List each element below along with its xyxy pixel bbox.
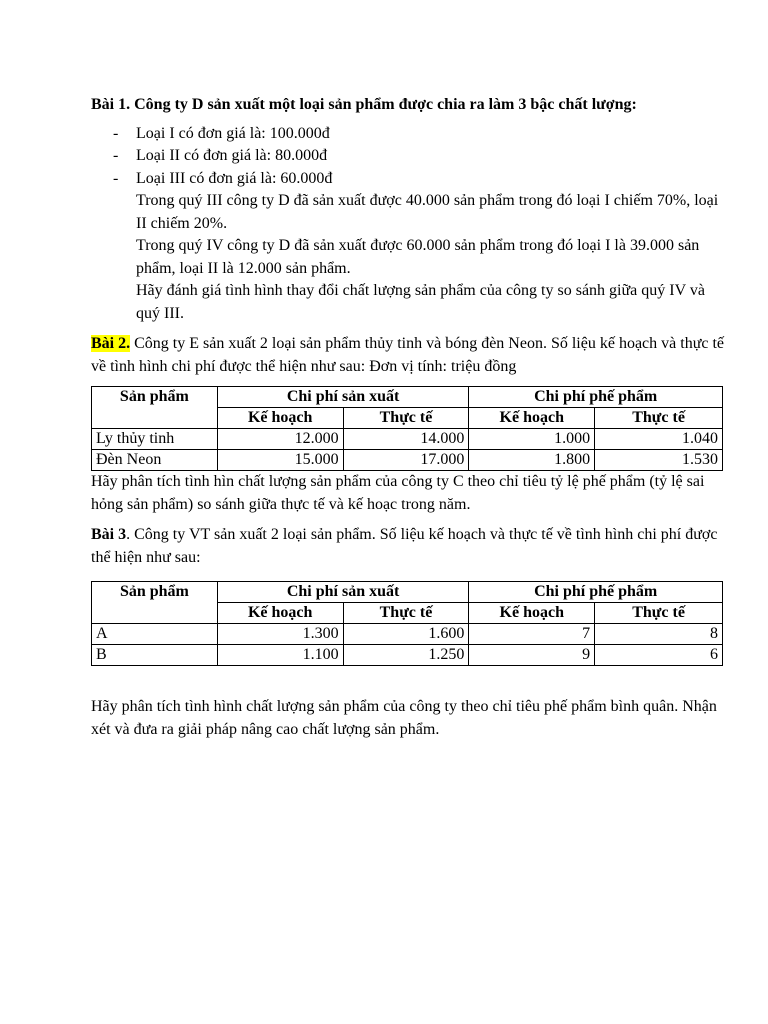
production-plan: 1.100 bbox=[217, 645, 343, 666]
table-row bbox=[92, 645, 723, 666]
production-plan: 1.300 bbox=[217, 624, 343, 645]
bai3-label: Bài 3 bbox=[91, 526, 127, 543]
column-header-actual: Thực tế bbox=[343, 603, 469, 624]
column-header-plan: Kế hoạch bbox=[217, 603, 343, 624]
bai2-intro: Công ty E sản xuất 2 loại sản phẩm thủy tinh và bóng đèn Neon. Số liệu kế hoạch và thực tế về tình hình chi phí được thể hiện như sau: Đơn vị tính: triệu đồng bbox=[91, 335, 725, 375]
bai2-label: Bài 2. bbox=[91, 335, 131, 352]
product-name: B bbox=[92, 645, 218, 666]
column-header-actual: Thực tế bbox=[595, 603, 723, 624]
bai1-paragraph-q4: Trong quý IV công ty D đã sản xuất được 60.000 sản phẩm trong đó loại I là 39.000 sản phẩm, loại II là 12.000 sản phẩm. bbox=[136, 237, 700, 277]
column-header-actual: Thực tế bbox=[343, 408, 469, 429]
production-actual: 14.000 bbox=[343, 429, 469, 450]
column-group-waste-cost: Chi phí phế phẩm bbox=[469, 582, 723, 603]
bai2-question: Hãy phân tích tình hìn chất lượng sản phẩm của công ty C theo chỉ tiêu tỷ lệ phế phẩm (tỷ lệ sai hỏng sản phẩm) so sánh giữa thực tế và kế hoạc trong năm. bbox=[91, 473, 705, 513]
column-group-waste-cost: Chi phí phế phẩm bbox=[469, 387, 723, 408]
column-group-production-cost: Chi phí sản xuất bbox=[217, 387, 469, 408]
column-header-actual: Thực tế bbox=[595, 408, 723, 429]
waste-actual: 1.040 bbox=[595, 429, 723, 450]
table-row bbox=[92, 624, 723, 645]
list-item: - Loại I có đơn giá là: 100.000đ bbox=[91, 123, 731, 146]
production-plan: 12.000 bbox=[217, 429, 343, 450]
production-actual: 17.000 bbox=[343, 450, 469, 471]
bai1-paragraph-question: Hãy đánh giá tình hình thay đổi chất lượng sản phẩm của công ty so sánh giữa quý IV và quý III. bbox=[136, 282, 705, 322]
bai3-question: Hãy phân tích tình hình chất lượng sản phẩm của công ty theo chỉ tiêu phế phẩm bình quân. Nhận xét và đưa ra giải pháp nâng cao chất lượng sản phẩm. bbox=[91, 698, 717, 738]
bai3-cost-table bbox=[91, 581, 723, 666]
column-header-product: Sản phẩm bbox=[92, 582, 218, 624]
column-header-plan: Kế hoạch bbox=[217, 408, 343, 429]
column-header-plan: Kế hoạch bbox=[469, 603, 595, 624]
product-name: A bbox=[92, 624, 218, 645]
production-plan: 15.000 bbox=[217, 450, 343, 471]
bai3-intro: . Công ty VT sản xuất 2 loại sản phẩm. Số liệu kế hoạch và thực tế về tình hình chi phí được thể hiện như sau: bbox=[91, 526, 718, 566]
waste-plan: 1.800 bbox=[469, 450, 595, 471]
bai1-paragraph-q3: Trong quý III công ty D đã sản xuất được 40.000 sản phẩm trong đó loại I chiếm 70%, loại II chiếm 20%. bbox=[136, 192, 719, 232]
list-item: - Loại III có đơn giá là: 60.000đ bbox=[91, 168, 731, 191]
bai2-intro-paragraph bbox=[91, 333, 731, 378]
production-actual: 1.600 bbox=[343, 624, 469, 645]
waste-actual: 8 bbox=[595, 624, 723, 645]
waste-actual: 6 bbox=[595, 645, 723, 666]
column-group-production-cost: Chi phí sản xuất bbox=[217, 582, 469, 603]
bai2-cost-table bbox=[91, 386, 723, 471]
product-name: Đèn Neon bbox=[92, 450, 218, 471]
waste-plan: 7 bbox=[469, 624, 595, 645]
column-header-product: Sản phẩm bbox=[92, 387, 218, 429]
waste-plan: 1.000 bbox=[469, 429, 595, 450]
table-header-row bbox=[92, 582, 723, 603]
bai3-intro-paragraph bbox=[91, 524, 731, 569]
table-row bbox=[92, 429, 723, 450]
column-header-plan: Kế hoạch bbox=[469, 408, 595, 429]
waste-actual: 1.530 bbox=[595, 450, 723, 471]
list-item: - Loại II có đơn giá là: 80.000đ bbox=[91, 145, 731, 168]
table-row bbox=[92, 450, 723, 471]
production-actual: 1.250 bbox=[343, 645, 469, 666]
waste-plan: 9 bbox=[469, 645, 595, 666]
table-header-row bbox=[92, 387, 723, 408]
bai1-heading: Bài 1. Công ty D sản xuất một loại sản phẩm được chia ra làm 3 bậc chất lượng: bbox=[91, 96, 637, 113]
product-name: Ly thủy tinh bbox=[92, 429, 218, 450]
bai1-price-list bbox=[91, 123, 731, 191]
document-page bbox=[91, 94, 731, 741]
